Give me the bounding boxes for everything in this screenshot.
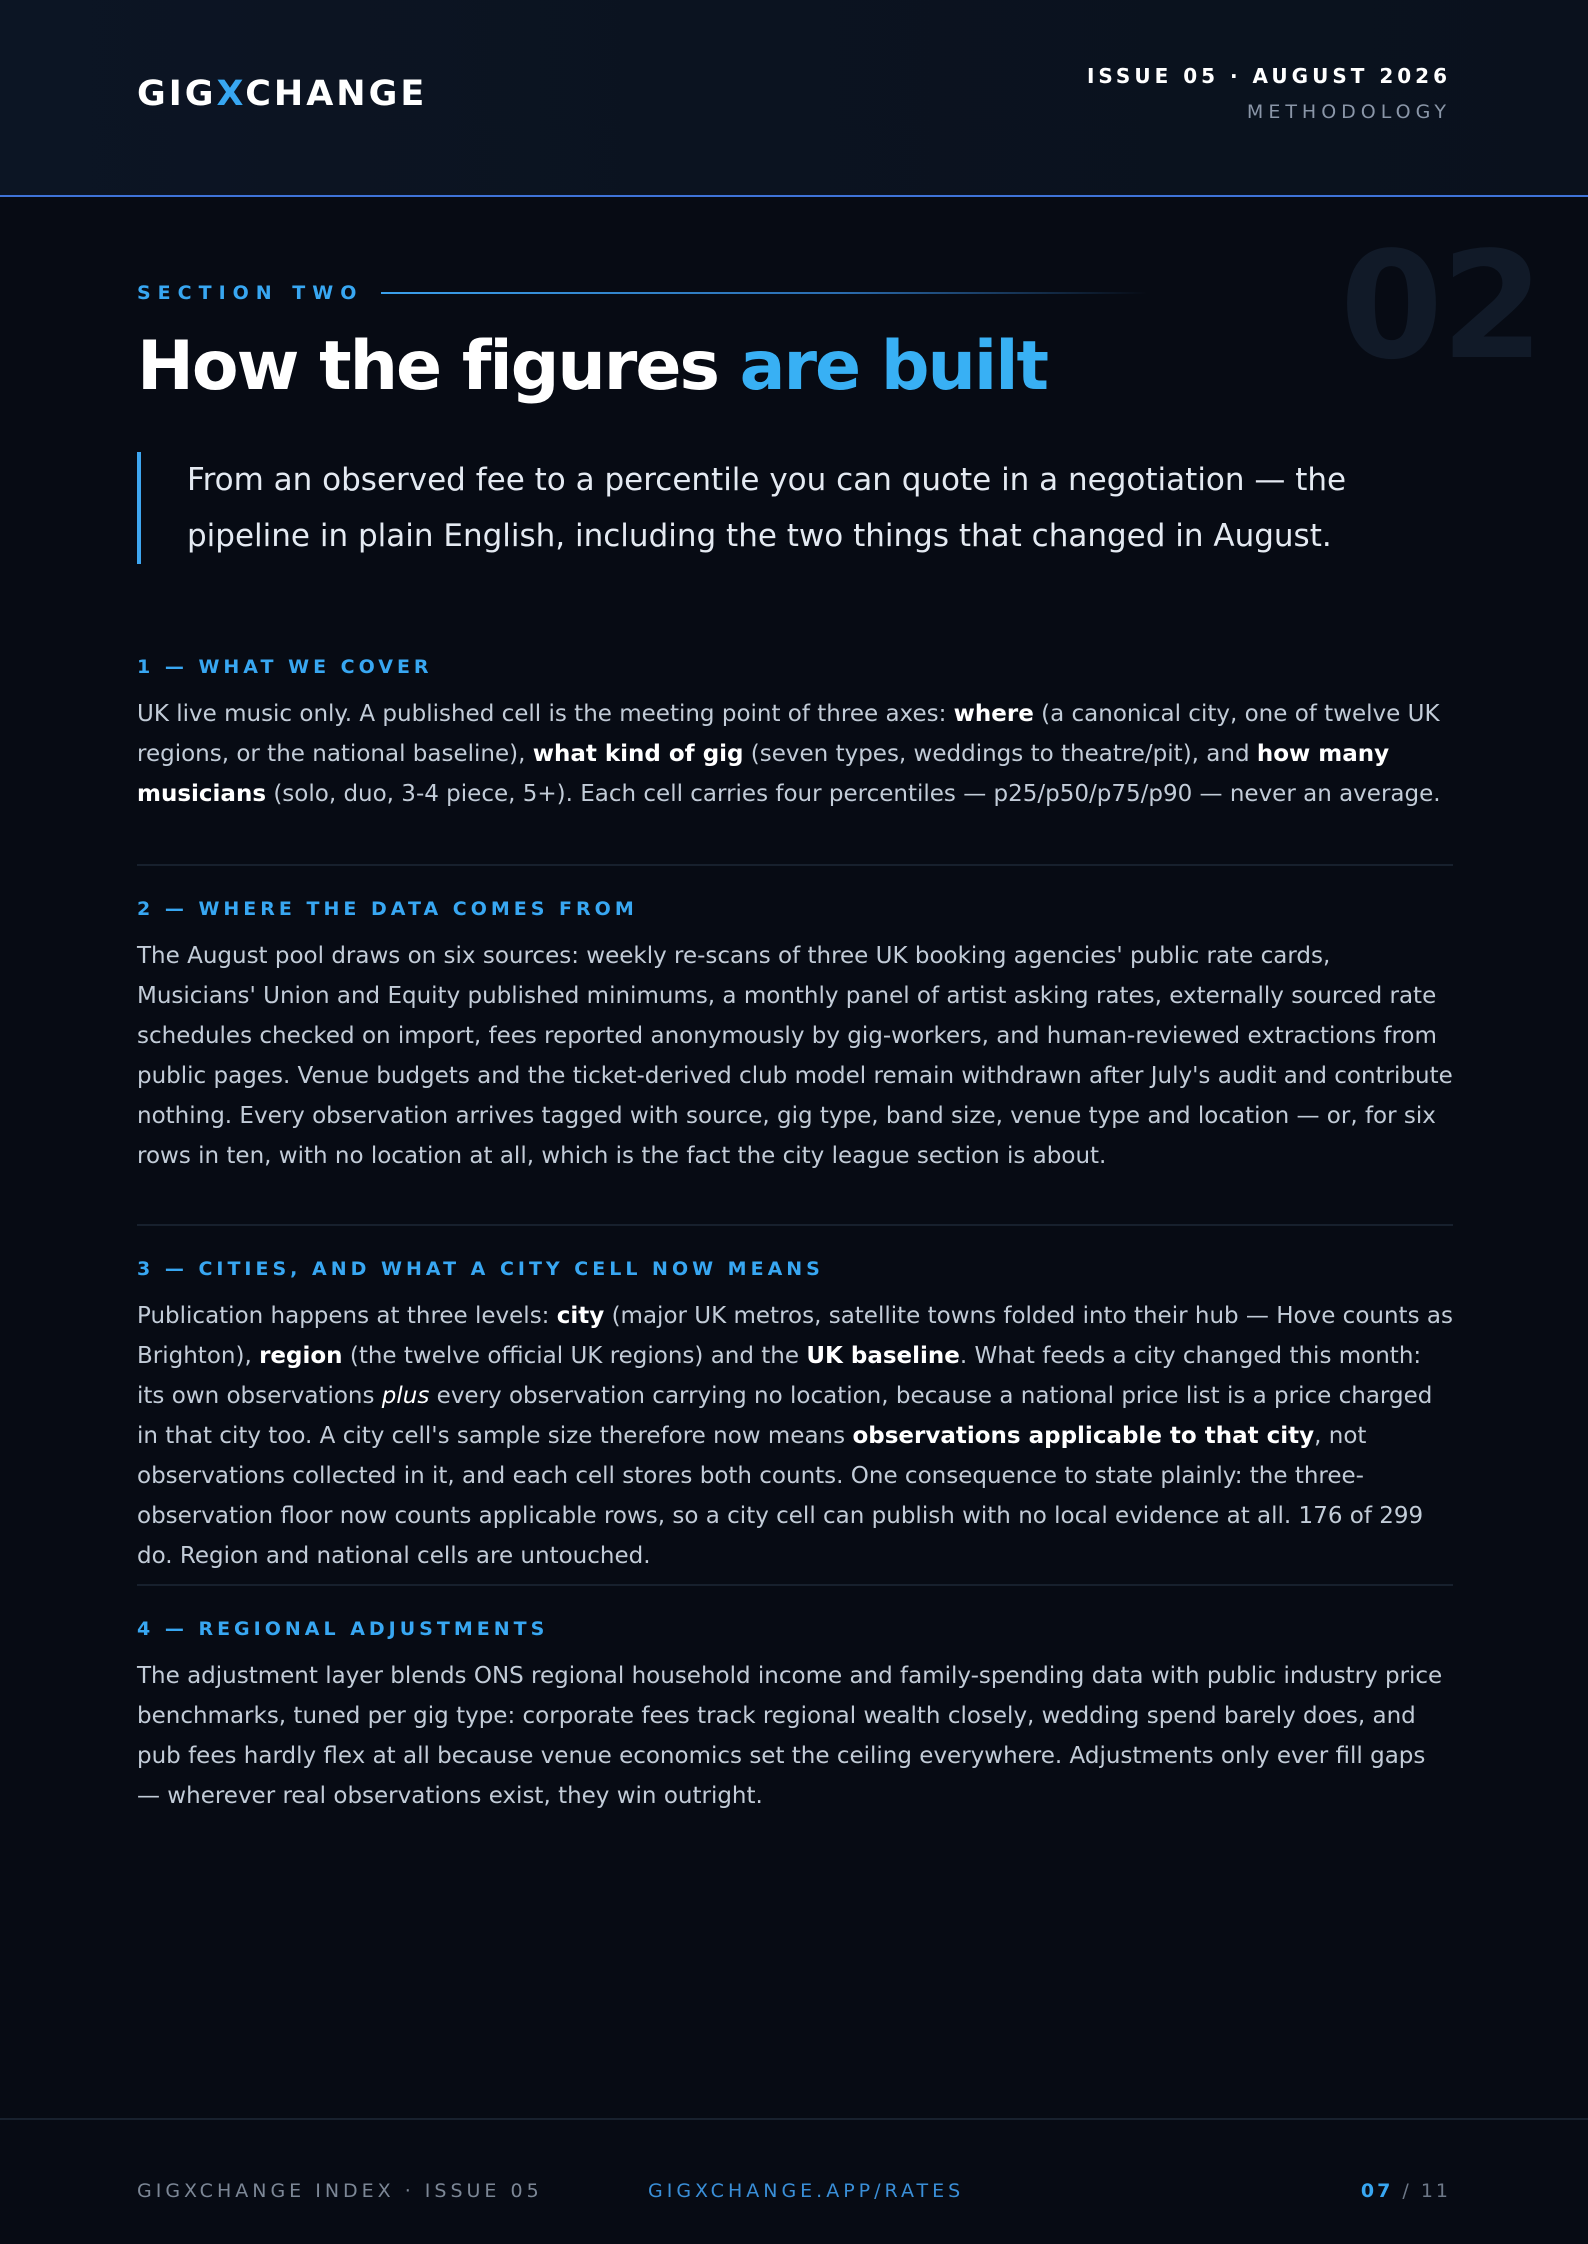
body-text-run: The August pool draws on six sources: weekly re-scans of three UK booking agencies' public rate cards, Musicians' Union and Equity published minimums, a monthly panel of artist asking rates, externally sourced rate schedules checked on import, fees reported anonymously by gig-workers, and human-reviewed extractions from public pages. Venue budgets and the ticket-derived club model remain withdrawn after July's audit and contribute nothing. Every observation arrives tagged with source, gig type, band size, venue type and location — or, for six rows in ten, with no location at all, which is the fact the city league section is about. — [137, 943, 1453, 1169]
issue-label: ISSUE 05 · AUGUST 2026 — [1086, 64, 1451, 88]
bold-term: observations applicable to that city — [852, 1423, 1315, 1449]
section-data-sources — [137, 896, 1453, 1176]
section-body — [137, 694, 1453, 814]
section-regional-adjustments — [137, 1616, 1453, 1816]
section-kicker: SECTION TWO — [137, 282, 364, 304]
body-text-run: Publication happens at three levels: — [137, 1303, 557, 1329]
page-number — [1361, 2180, 1451, 2202]
section-body — [137, 936, 1453, 1176]
section-body — [137, 1656, 1453, 1816]
logo-text-gig: GIG — [137, 74, 217, 114]
logo-text-x: X — [216, 74, 246, 114]
section-heading: 3 — CITIES, AND WHAT A CITY CELL NOW MEANS — [137, 1258, 824, 1280]
body-text-run: (major UK metros, satellite towns folded into their hub — Hove counts as Brighton), — [137, 1303, 1453, 1369]
italic-term: plus — [381, 1383, 430, 1409]
body-text-run: (solo, duo, 3-4 piece, 5+). Each cell carries four percentiles — p25/p50/p75/p90 — never an average. — [266, 781, 1441, 807]
lede-quote: From an observed fee to a percentile you can quote in a negotiation — the pipeline in plain English, including the two things that changed in August. — [137, 452, 1437, 564]
section-divider — [137, 864, 1453, 866]
bold-term: what kind of gig — [532, 741, 744, 767]
bold-term: UK baseline — [806, 1343, 960, 1369]
bold-term: city — [556, 1303, 605, 1329]
body-text-run: (a canonical city, one of twelve UK regions, or the national baseline), — [137, 701, 1440, 767]
body-text-run: UK live music only. A published cell is the meeting point of three axes: — [137, 701, 954, 727]
page-footer — [0, 2118, 1588, 2244]
body-text-run: The adjustment layer blends ONS regional household income and family-spending data with public industry price benchmarks, tuned per gig type: corporate fees track regional wealth closely, wedding spend barely does, and pub fees hardly flex at all because venue economics set the ceiling everywhere. Adjustments only ever fill gaps — wherever real observations exist, they win outright. — [137, 1663, 1443, 1809]
section-heading: 4 — REGIONAL ADJUSTMENTS — [137, 1618, 549, 1640]
brand-logo[interactable] — [137, 74, 427, 114]
body-text-run: every observation carrying no location, because a national price list is a price charged in that city too. A city cell's sample size therefore now means — [137, 1383, 1433, 1449]
body-text-run: (the twelve official UK regions) and the — [342, 1343, 807, 1369]
body-text-run: (seven types, weddings to theatre/pit), and — [743, 741, 1257, 767]
bold-term: region — [259, 1343, 343, 1369]
section-cities — [137, 1256, 1453, 1576]
body-text-run: , not observations collected in it, and each cell stores both counts. One consequence to state plainly: the three-observation floor now counts applicable rows, so a city cell can publish with no local evidence at all. 176 of 299 do. Region and national cells are untouched. — [137, 1423, 1424, 1569]
footer-url-link[interactable]: GIGXCHANGE.APP/RATES — [648, 2180, 965, 2202]
bold-term: how many musicians — [137, 741, 1390, 807]
page-separator: / — [1393, 2180, 1421, 2202]
document-subtitle: METHODOLOGY — [1246, 101, 1451, 123]
section-divider — [137, 1584, 1453, 1586]
section-heading: 1 — WHAT WE COVER — [137, 656, 433, 678]
page-header — [0, 0, 1588, 197]
section-heading: 2 — WHERE THE DATA COMES FROM — [137, 898, 638, 920]
bold-term: where — [953, 701, 1034, 727]
body-text-run: . What feeds a city changed this month: its own observations — [137, 1343, 1422, 1409]
title-main: How the figures — [137, 327, 740, 406]
title-accent: are built — [739, 327, 1048, 406]
section-body — [137, 1296, 1453, 1576]
section-divider — [137, 1224, 1453, 1226]
footer-publication: GIGXCHANGE INDEX · ISSUE 05 — [137, 2180, 543, 2202]
page-current: 07 — [1360, 2180, 1394, 2202]
section-kicker-row — [137, 280, 1147, 306]
page-title — [137, 327, 1048, 406]
section-what-we-cover — [137, 654, 1453, 814]
kicker-rule — [381, 292, 1147, 294]
logo-text-change: CHANGE — [245, 74, 428, 114]
section-number-watermark: 02 — [1340, 220, 1542, 392]
page-total: 11 — [1420, 2180, 1451, 2202]
